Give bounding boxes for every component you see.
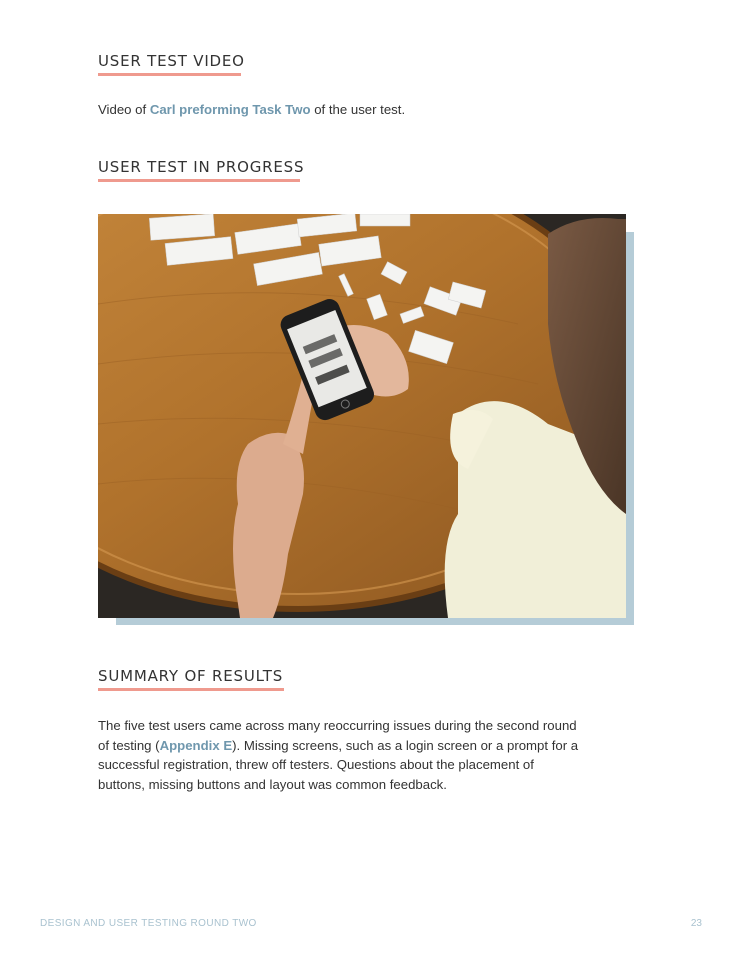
section-heading-user-test-in-progress: USER TEST IN PROGRESS bbox=[98, 158, 305, 176]
video-text-before: Video of bbox=[98, 102, 150, 117]
video-link[interactable]: Carl preforming Task Two bbox=[149, 102, 311, 117]
footer-title: DESIGN AND USER TESTING ROUND TWO bbox=[40, 918, 257, 929]
video-description bbox=[98, 100, 580, 120]
heading-underline bbox=[98, 688, 284, 691]
section-heading-summary-of-results: SUMMARY OF RESULTS bbox=[98, 667, 284, 685]
photo-illustration bbox=[98, 214, 626, 618]
section-heading-user-test-video: USER TEST VIDEO bbox=[98, 52, 245, 70]
page-number: 23 bbox=[690, 918, 702, 929]
appendix-link[interactable]: Appendix E bbox=[159, 737, 233, 753]
summary-text-after: ). Missing screens, such as a login screen or a prompt for a successful registration, threw off testers. Questions about the placement of buttons, missing buttons and layout was common feedback. bbox=[98, 737, 579, 792]
video-text-after: of the user test. bbox=[310, 102, 406, 117]
heading-underline bbox=[98, 73, 241, 76]
user-test-photo bbox=[98, 214, 626, 618]
heading-underline bbox=[98, 179, 300, 182]
summary-paragraph bbox=[98, 716, 580, 794]
summary-text-before: The five test users came across many reoccurring issues during the second round of testing ( bbox=[98, 718, 577, 753]
